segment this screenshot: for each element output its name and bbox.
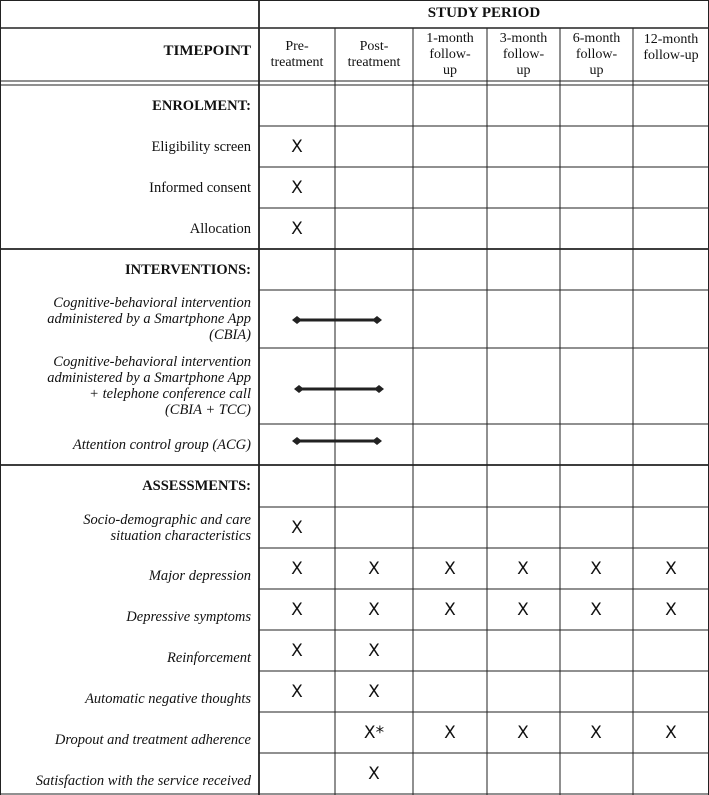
- row-label-line: (CBIA): [209, 327, 251, 343]
- column-header-1-month: [413, 28, 487, 81]
- timepoint-heading: TIMEPOINT: [163, 43, 251, 59]
- column-header-line: up: [443, 62, 457, 78]
- mark-dropout-6m: X: [590, 723, 602, 743]
- mark-depressive-symptoms-pre: X: [291, 600, 303, 620]
- column-header-line: 6-month: [572, 30, 621, 46]
- mark-major-depression-1m: X: [444, 559, 456, 579]
- section-title-enrolment: ENROLMENT:: [152, 97, 251, 114]
- column-header-line: follow-up: [643, 48, 699, 63]
- column-header-line: Pre-: [285, 38, 309, 54]
- row-label-satisfaction: Satisfaction with the service received: [35, 773, 251, 789]
- mark-allocation-pre: X: [291, 219, 303, 239]
- column-header-line: follow-: [502, 46, 545, 62]
- section-title-interventions: INTERVENTIONS:: [125, 261, 251, 278]
- row-label-acg: Attention control group (ACG): [72, 436, 251, 453]
- mark-dropout-post: X*: [363, 723, 385, 743]
- row-label-depressive-symptoms: Depressive symptoms: [126, 609, 251, 625]
- row-label-line: administered by a Smartphone App: [47, 370, 251, 386]
- row-label-line: Cognitive-behavioral intervention: [53, 354, 251, 370]
- row-label-dropout-adherence: Dropout and treatment adherence: [54, 732, 251, 748]
- column-header-line: 12-month: [643, 32, 699, 47]
- column-header-line: follow-: [575, 46, 618, 62]
- row-label-major-depression: Major depression: [148, 568, 251, 584]
- mark-depressive-symptoms-6m: X: [590, 600, 602, 620]
- row-label-socio-demographic: [0, 507, 259, 548]
- column-header-line: up: [516, 62, 531, 78]
- mark-eligibility-pre: X: [291, 137, 303, 157]
- row-label-line: (CBIA + TCC): [164, 402, 251, 418]
- row-label-cbia-tcc: [0, 348, 259, 424]
- mark-depressive-symptoms-post: X: [368, 600, 380, 620]
- mark-negative-thoughts-pre: X: [291, 682, 303, 702]
- column-header-pre-treatment: [259, 28, 335, 81]
- mark-depressive-symptoms-1m: X: [444, 600, 456, 620]
- mark-reinforcement-pre: X: [291, 641, 303, 661]
- mark-major-depression-12m: X: [665, 559, 677, 579]
- row-label-line: Socio-demographic and care: [83, 511, 251, 528]
- duration-bar-cbia: [292, 316, 382, 324]
- column-header-line: 1-month: [426, 30, 474, 46]
- column-header-line: 3-month: [499, 30, 548, 46]
- column-header-3-month: [487, 28, 560, 81]
- mark-major-depression-3m: X: [517, 559, 529, 579]
- mark-major-depression-pre: X: [291, 559, 303, 579]
- column-header-post-treatment: [335, 28, 413, 81]
- row-label-cbia: [0, 290, 259, 348]
- row-label-informed-consent: Informed consent: [149, 179, 251, 196]
- mark-major-depression-post: X: [368, 559, 380, 579]
- section-title-assessments: ASSESSMENTS:: [142, 478, 251, 494]
- mark-depressive-symptoms-3m: X: [517, 600, 529, 620]
- mark-dropout-3m: X: [517, 723, 529, 743]
- mark-dropout-1m: X: [444, 723, 456, 743]
- mark-satisfaction-post: X: [368, 764, 380, 784]
- mark-socio-pre: X: [291, 518, 303, 538]
- row-label-reinforcement: Reinforcement: [166, 650, 251, 666]
- row-label-allocation: Allocation: [189, 220, 251, 237]
- study-period-heading: STUDY PERIOD: [427, 5, 541, 21]
- column-header-line: up: [589, 62, 604, 78]
- mark-depressive-symptoms-12m: X: [665, 600, 677, 620]
- column-header-line: treatment: [347, 54, 401, 70]
- duration-bar-acg: [292, 437, 382, 445]
- mark-negative-thoughts-post: X: [368, 682, 380, 702]
- mark-consent-pre: X: [291, 178, 303, 198]
- column-header-6-month: [560, 28, 633, 81]
- duration-bar-cbia-tcc: [294, 385, 384, 393]
- mark-dropout-12m: X: [665, 723, 677, 743]
- row-label-line: Cognitive-behavioral intervention: [53, 295, 251, 311]
- row-label-line: + telephone conference call: [89, 386, 251, 402]
- mark-reinforcement-post: X: [368, 641, 380, 661]
- column-header-line: Post-: [359, 38, 389, 54]
- mark-major-depression-6m: X: [590, 559, 602, 579]
- column-header-12-month: [633, 28, 709, 81]
- row-label-line: administered by a Smartphone App: [47, 311, 251, 327]
- row-label-line: situation characteristics: [110, 527, 251, 544]
- row-label-eligibility-screen: Eligibility screen: [151, 138, 251, 155]
- column-header-line: treatment: [270, 54, 324, 70]
- column-header-line: follow-: [429, 46, 471, 62]
- row-label-automatic-negative-thoughts: Automatic negative thoughts: [85, 691, 251, 707]
